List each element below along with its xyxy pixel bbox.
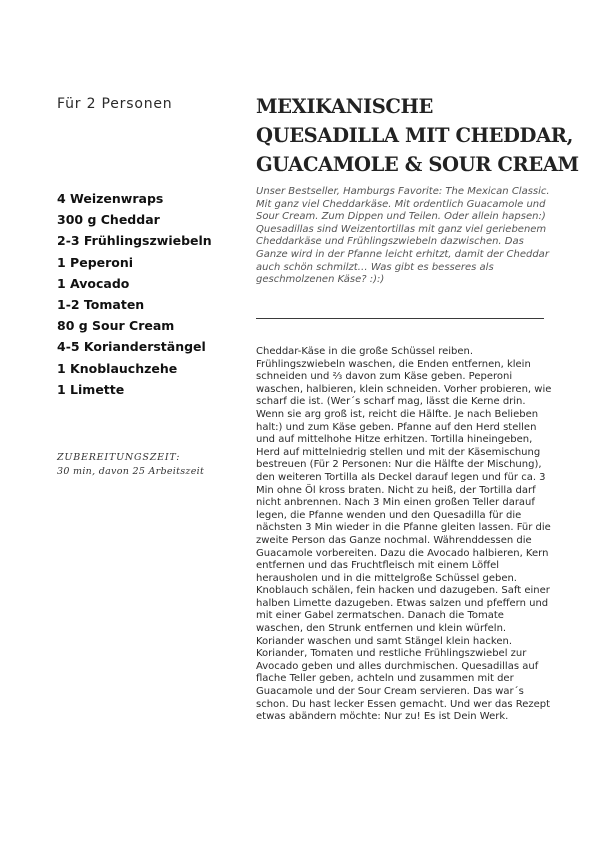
ingredient-item: 80 g Sour Cream	[57, 318, 175, 334]
instructions-text: Cheddar-Käse in die große Schüssel reiben. Frühlingszwiebeln waschen, die Enden entfernen, klein schneiden und ⅔ davon zum Käse geben. Peperoni waschen, halbieren, klein schneiden. Vorher probieren, wie scharf die ist. (Wer´s scharf mag, lässt die Kerne drin. Wenn sie arg groß ist, reicht die Hälfte. Je nach Belieben halt:) und zum Käse geben. Pfanne auf den Herd stellen und auf mittelhohe Hitze erhitzen. Tortilla hineingeben, Herd auf mittelniedrig stellen und mit der Käsemischung bestreuen (Für 2 Personen: Nur die Hälfte der Mischung), den weiteren Tortilla als Deckel darauf legen und für ca. 3 Min ohne Öl kross braten. Nicht zu heiß, der Tortilla darf nicht anbrennen. Nach 3 Min einen großen Teller darauf legen, die Pfanne wenden und den Quesadilla für die nächsten 3 Min wieder in die Pfanne gleiten lassen. Für die zweite Person das Ganze nochmal. Währenddessen die Guacamole vorbereiten. Dazu die Avocado halbieren, Kern entfernen und das Fruchtfleisch mit einem Löffel herausholen und in die mittelgroße Schüssel geben. Knoblauch schälen, fein hacken und dazugeben. Saft einer halben Limette dazugeben. Etwas salzen und pfeffern und mit einer Gabel zermatschen. Danach die Tomate waschen, den Strunk entfernen und klein würfeln. Koriander waschen und samt Stängel klein hacken. Koriander, Tomaten und restliche Frühlingszwiebel zur Avocado geben und alles durchmischen. Quesadillas auf flache Teller geben, achteln und zusammen mit der Guacamole und der Sour Cream servieren. Das war´s schon. Du hast lecker Essen gemacht. Und wer das Rezept etwas abändern möchte: Nur zu! Es ist Dein Werk.	[256, 346, 552, 723]
ingredient-item: 1 Limette	[57, 381, 125, 397]
prep-time	[57, 451, 204, 479]
prep-time-label: ZUBEREITUNGSZEIT:	[57, 452, 181, 463]
title-line: MEXIKANISCHE	[256, 95, 434, 118]
ingredient-item: 300 g Cheddar	[57, 212, 160, 228]
intro-text: Unser Bestseller, Hamburgs Favorite: The Mexican Classic. Mit ganz viel Cheddarkäse. Mit ordentlich Guacamole und Sour Cream. Zum Dippen und Teilen. Oder allein hapsen:) Quesadillas sind Weizentortillas mit ganz viel geriebenem Cheddarkäse und Frühlingszwiebeln dazwischen. Das Ganze wird in der Pfanne leicht erhitzt, damit der Cheddar auch schön schmilzt… Was gibt es besseres als geschmolzenen Käse? :):)	[256, 186, 550, 286]
title-line: QUESADILLA MIT CHEDDAR,	[256, 124, 573, 147]
prep-time-value: 30 min, davon 25 Arbeitszeit	[57, 466, 205, 477]
servings-label: Für 2 Personen	[57, 96, 173, 112]
ingredient-item: 1 Peperoni	[57, 254, 134, 270]
ingredient-item: 2-3 Frühlingszwiebeln	[57, 233, 212, 249]
ingredient-item: 1 Knoblauchzehe	[57, 360, 178, 376]
divider	[256, 318, 544, 319]
recipe-title	[256, 92, 579, 179]
title-line: GUACAMOLE & SOUR CREAM	[256, 153, 579, 176]
ingredient-item: 1 Avocado	[57, 275, 130, 291]
ingredient-item: 4 Weizenwraps	[57, 191, 164, 206]
ingredient-list	[57, 188, 212, 400]
ingredient-item: 4-5 Korianderstängel	[57, 339, 206, 355]
ingredient-item: 1-2 Tomaten	[57, 296, 145, 312]
